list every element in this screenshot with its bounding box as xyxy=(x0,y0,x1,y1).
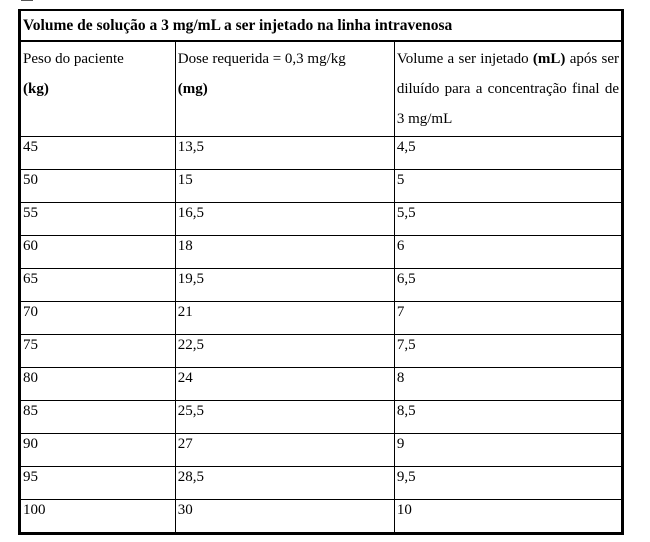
header-dose xyxy=(175,41,394,137)
header-volume-text-b: após ser diluído para a concentração final de 3 mg/mL xyxy=(396,51,620,127)
cell-volume: 9,5 xyxy=(394,467,622,500)
cell-volume: 7 xyxy=(394,302,622,335)
corner-artifact xyxy=(21,0,33,5)
header-volume-unit: (mL) xyxy=(532,51,566,67)
table-row xyxy=(20,302,623,335)
table-row xyxy=(20,368,623,401)
cell-dose: 27 xyxy=(175,434,394,467)
cell-dose: 13,5 xyxy=(175,137,394,170)
cell-dose: 19,5 xyxy=(175,269,394,302)
table-row xyxy=(20,269,623,302)
header-dose-text: Dose requerida = 0,3 mg/kg xyxy=(177,51,346,67)
cell-weight: 60 xyxy=(20,236,176,269)
cell-volume: 5,5 xyxy=(394,203,622,236)
table-row xyxy=(20,335,623,368)
table-row xyxy=(20,170,623,203)
cell-dose: 24 xyxy=(175,368,394,401)
cell-weight: 50 xyxy=(20,170,176,203)
table-title: Volume de solução a 3 mg/mL a ser injetado na linha intravenosa xyxy=(20,10,623,41)
cell-weight: 55 xyxy=(20,203,176,236)
cell-volume: 10 xyxy=(394,500,622,534)
table-title-row xyxy=(20,10,623,41)
cell-volume: 7,5 xyxy=(394,335,622,368)
table-row xyxy=(20,401,623,434)
dose-table xyxy=(18,9,624,535)
header-weight xyxy=(20,41,176,137)
cell-dose: 16,5 xyxy=(175,203,394,236)
cell-weight: 65 xyxy=(20,269,176,302)
cell-volume: 8,5 xyxy=(394,401,622,434)
header-volume-text-a: Volume a ser injetado xyxy=(396,51,529,67)
cell-weight: 80 xyxy=(20,368,176,401)
table-row xyxy=(20,137,623,170)
cell-volume: 4,5 xyxy=(394,137,622,170)
table-row xyxy=(20,203,623,236)
cell-dose: 30 xyxy=(175,500,394,534)
cell-weight: 70 xyxy=(20,302,176,335)
cell-dose: 15 xyxy=(175,170,394,203)
cell-volume: 9 xyxy=(394,434,622,467)
header-weight-text: Peso do paciente xyxy=(23,51,124,67)
cell-volume: 6 xyxy=(394,236,622,269)
cell-weight: 95 xyxy=(20,467,176,500)
cell-dose: 22,5 xyxy=(175,335,394,368)
cell-weight: 45 xyxy=(20,137,176,170)
header-dose-unit: (mg) xyxy=(177,81,208,97)
cell-volume: 6,5 xyxy=(394,269,622,302)
cell-volume: 5 xyxy=(394,170,622,203)
table-row xyxy=(20,500,623,534)
cell-weight: 75 xyxy=(20,335,176,368)
cell-volume: 8 xyxy=(394,368,622,401)
cell-weight: 90 xyxy=(20,434,176,467)
table-row xyxy=(20,467,623,500)
header-weight-unit: (kg) xyxy=(23,81,49,97)
cell-dose: 25,5 xyxy=(175,401,394,434)
header-volume xyxy=(394,41,622,137)
table-row xyxy=(20,434,623,467)
table-row xyxy=(20,236,623,269)
cell-weight: 85 xyxy=(20,401,176,434)
cell-dose: 18 xyxy=(175,236,394,269)
table-header-row xyxy=(20,41,623,137)
cell-weight: 100 xyxy=(20,500,176,534)
cell-dose: 28,5 xyxy=(175,467,394,500)
cell-dose: 21 xyxy=(175,302,394,335)
